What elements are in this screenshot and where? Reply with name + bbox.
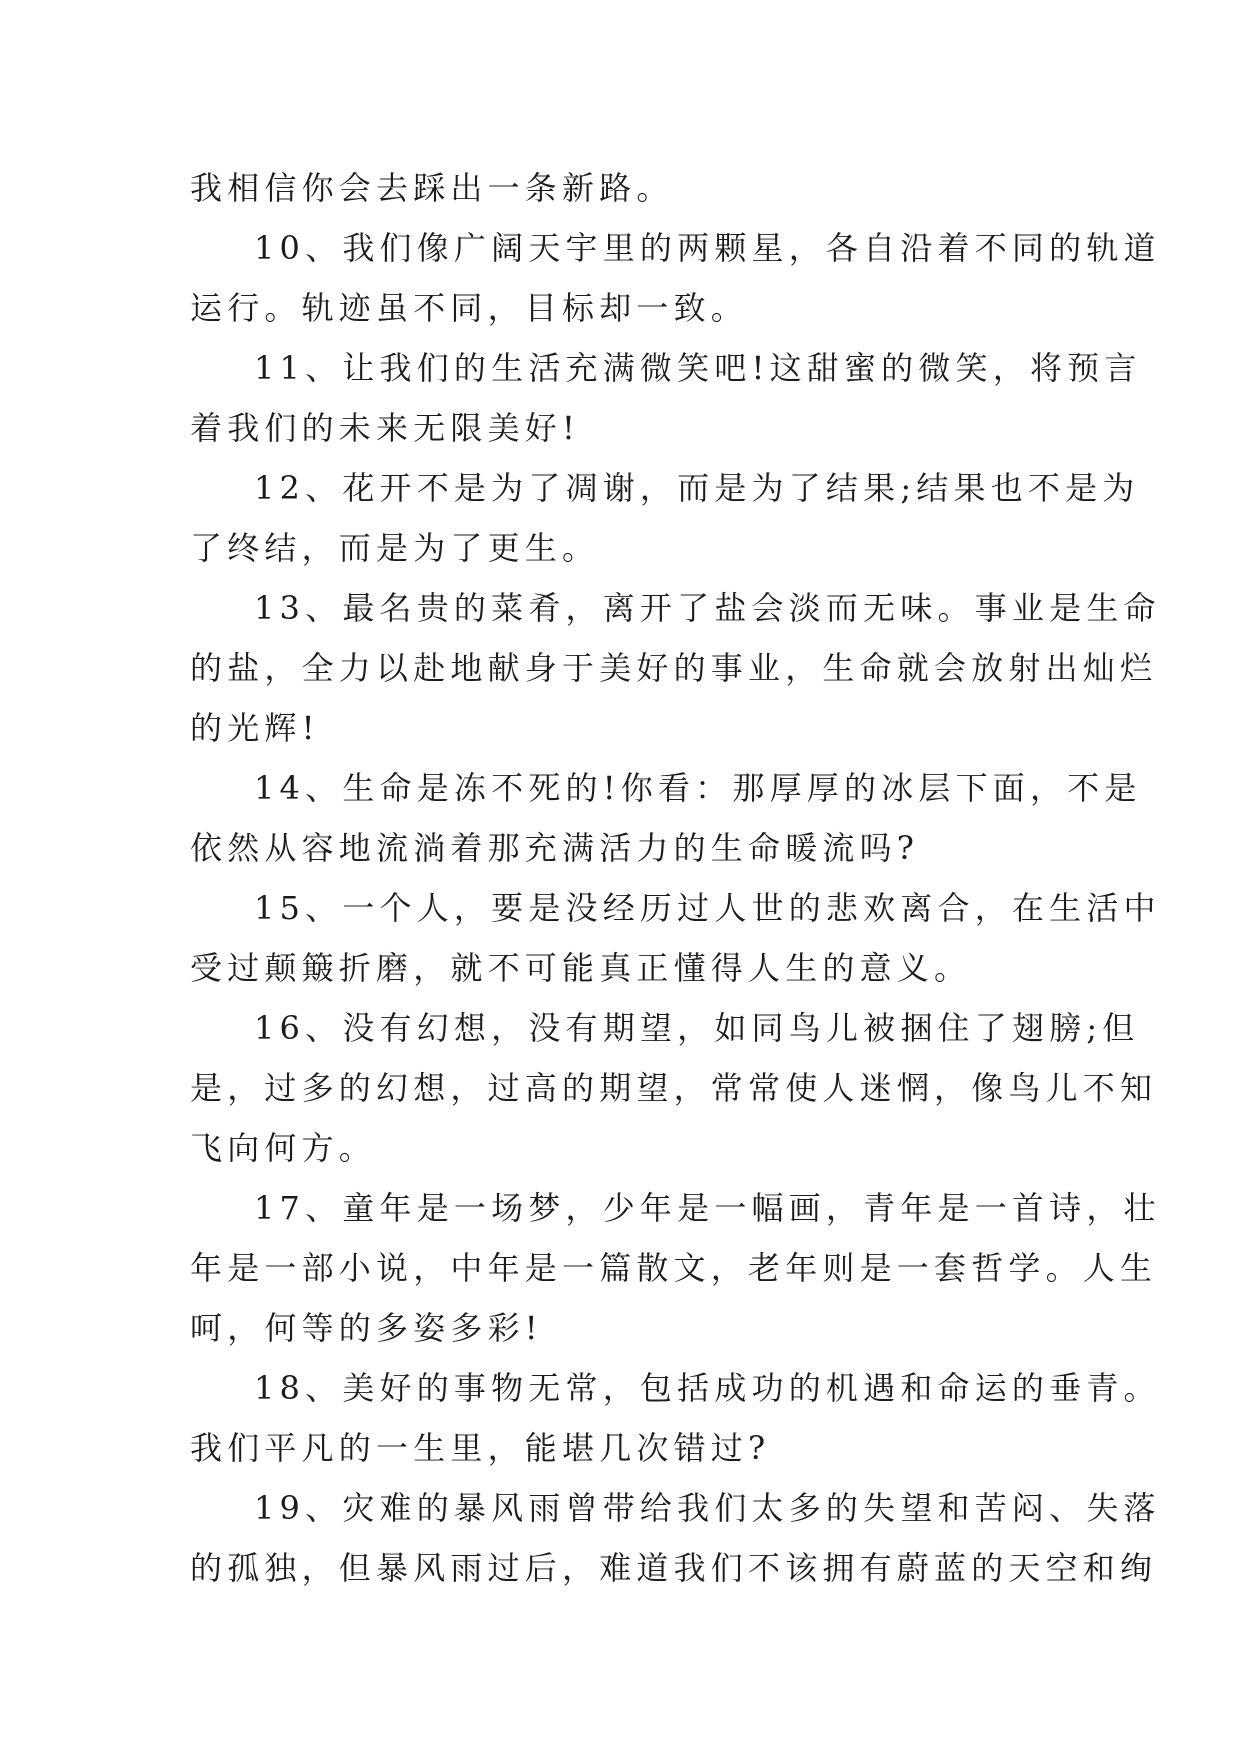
text-line: 12、花开不是为了凋谢，而是为了结果;结果也不是为 <box>254 469 1140 507</box>
text-line: 的盐，全力以赴地献身于美好的事业，生命就会放射出灿烂 <box>190 649 1158 687</box>
text-line: 是，过多的幻想，过高的期望，常常使人迷惘，像鸟儿不知 <box>190 1069 1158 1107</box>
text-line: 13、最名贵的菜肴，离开了盐会淡而无味。事业是生命 <box>254 589 1161 627</box>
text-line: 呵，何等的多姿多彩! <box>190 1309 543 1347</box>
text-line: 16、没有幻想，没有期望，如同鸟儿被捆住了翅膀;但 <box>254 1009 1140 1047</box>
text-line: 受过颠簸折磨，就不可能真正懂得人生的意义。 <box>190 949 972 987</box>
text-line: 着我们的未来无限美好! <box>190 409 581 447</box>
text-line: 年是一部小说，中年是一篇散文，老年则是一套哲学。人生 <box>190 1249 1158 1287</box>
text-line: 运行。轨迹虽不同，目标却一致。 <box>190 289 749 327</box>
text-line: 11、让我们的生活充满微笑吧!这甜蜜的微笑，将预言 <box>254 349 1142 387</box>
text-line: 10、我们像广阔天宇里的两颗星，各自沿着不同的轨道 <box>254 229 1161 267</box>
text-line: 了终结，而是为了更生。 <box>190 529 600 567</box>
text-line: 的孤独，但暴风雨过后，难道我们不该拥有蔚蓝的天空和绚 <box>190 1549 1158 1587</box>
text-line: 我相信你会去踩出一条新路。 <box>190 169 674 207</box>
text-line: 14、生命是冻不死的!你看：那厚厚的冰层下面，不是 <box>254 769 1142 807</box>
text-line: 15、一个人，要是没经历过人世的悲欢离合，在生活中 <box>254 889 1161 927</box>
text-line: 18、美好的事物无常，包括成功的机遇和命运的垂青。 <box>254 1369 1161 1407</box>
text-line: 飞向何方。 <box>190 1129 377 1167</box>
text-line: 依然从容地流淌着那充满活力的生命暖流吗? <box>190 829 920 867</box>
text-line: 19、灾难的暴风雨曾带给我们太多的失望和苦闷、失落 <box>254 1489 1161 1527</box>
text-line: 17、童年是一场梦，少年是一幅画，青年是一首诗，壮 <box>254 1189 1161 1227</box>
document-body <box>190 158 1161 1598</box>
text-line: 的光辉! <box>190 709 320 747</box>
text-line: 我们平凡的一生里，能堪几次错过? <box>190 1429 771 1467</box>
